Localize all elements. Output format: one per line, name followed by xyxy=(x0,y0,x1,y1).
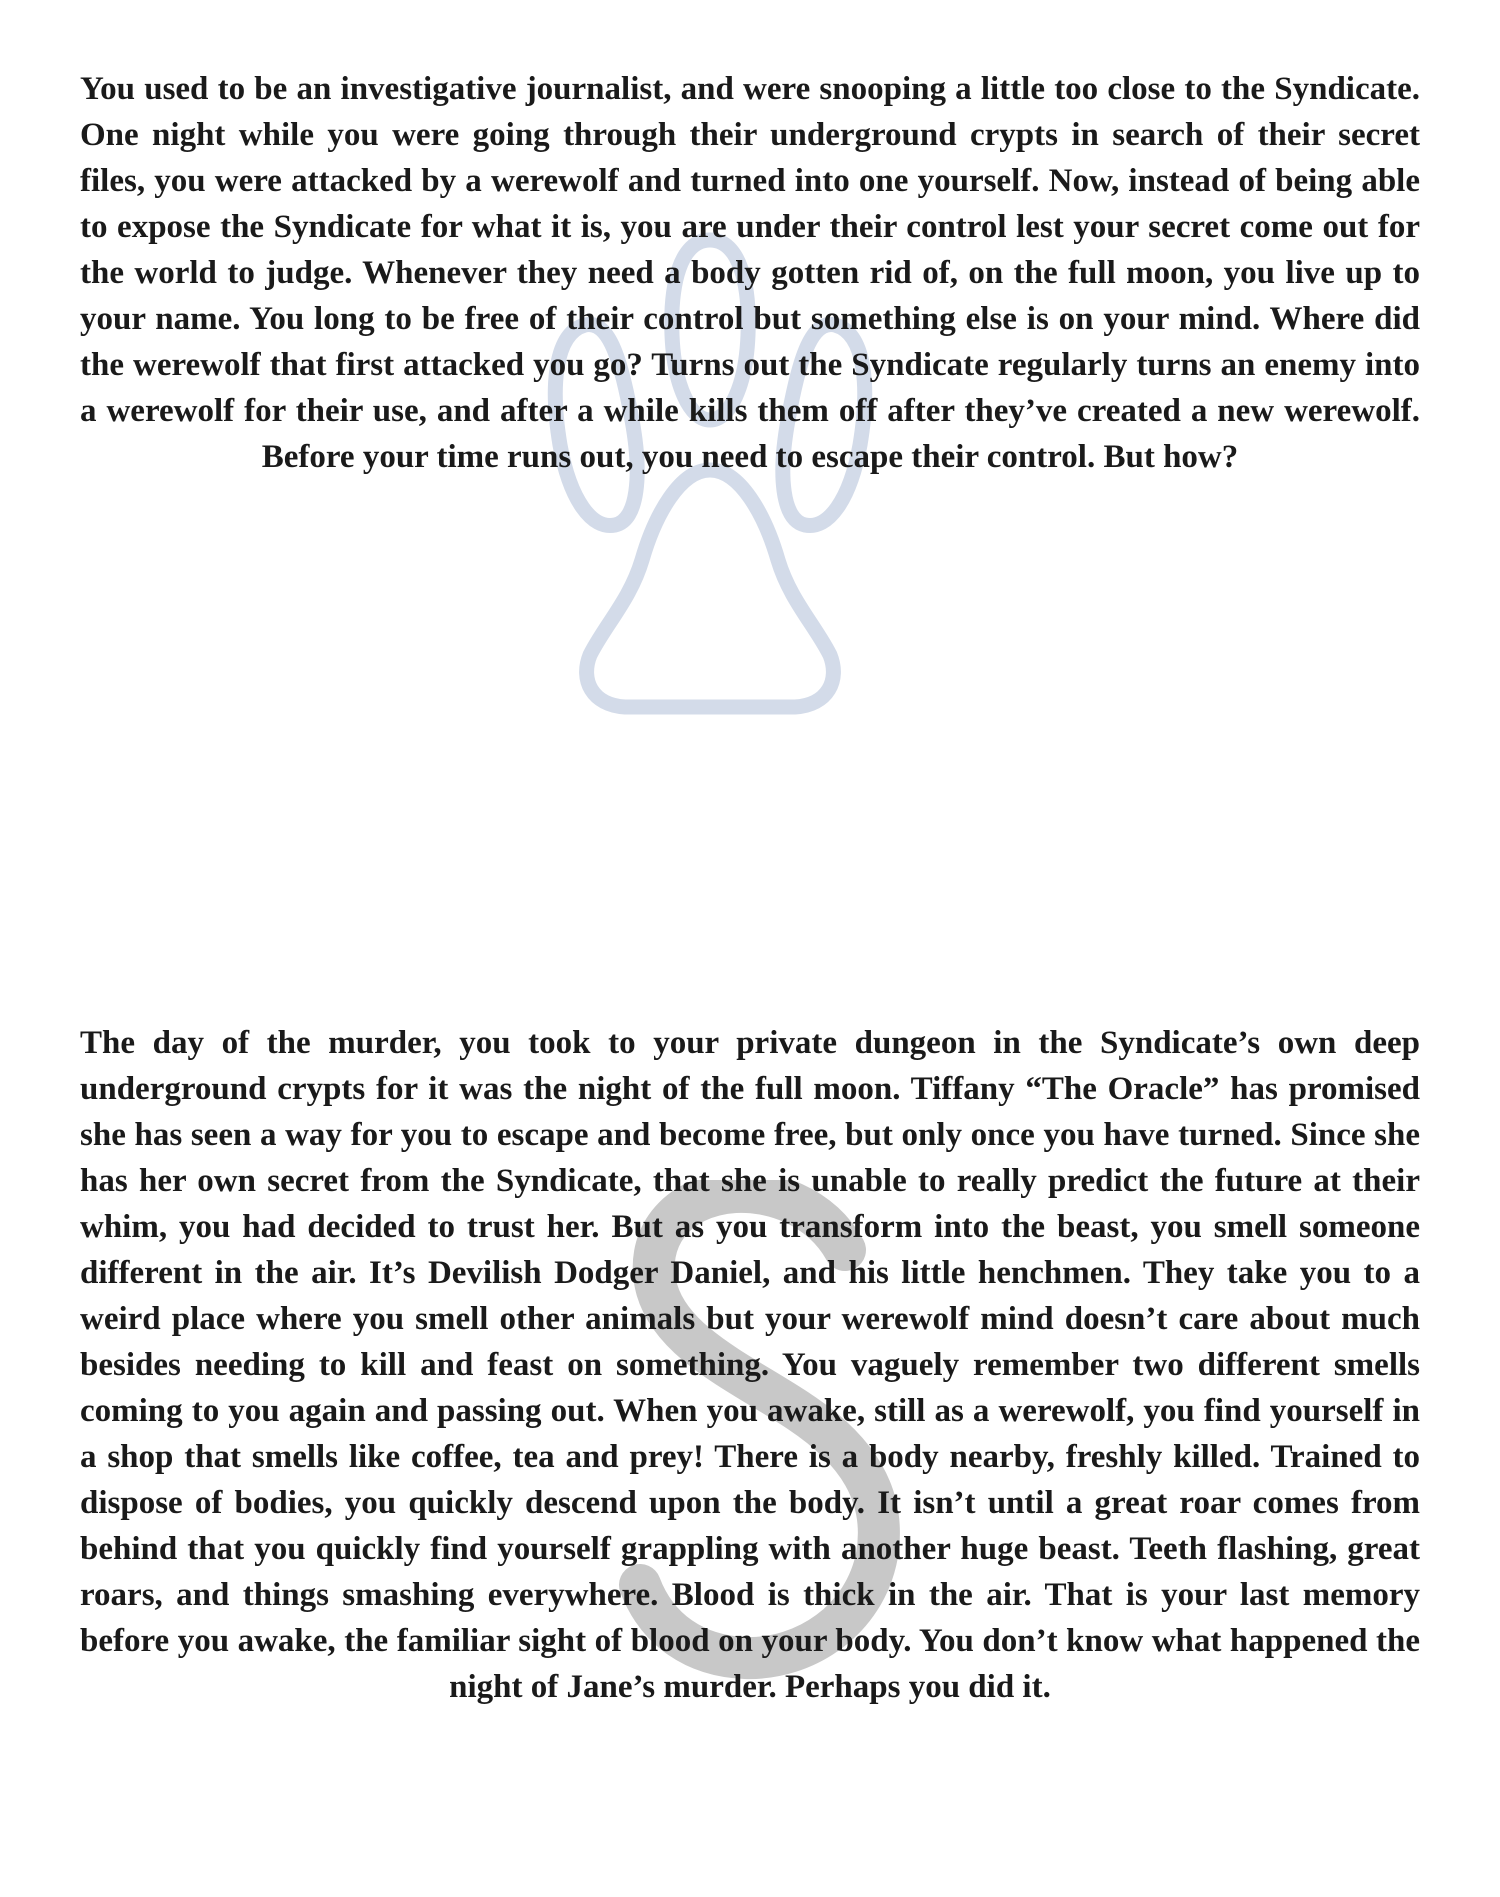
story-paragraph-1: You used to be an investigative journalist, and were snooping a little too close to the Syndicate. One night while you were going through their underground crypts in search of their secret files, you were attacked by a werewolf and turned into one yourself. Now, instead of being able to expose the Syndicate for what it is, you are under their control lest your secret come out for the world to judge. Whenever they need a body gotten rid of, on the full moon, you live up to your name. You long to be free of their control but something else is on your mind. Where did the werewolf that first attacked you go? Turns out the Syndicate regularly turns an enemy into a werewolf for their use, and after a while kills them off after they’ve created a new werewolf. Before your time runs out, you need to escape their control. But how? xyxy=(80,71,1420,475)
paw-pad xyxy=(587,470,834,707)
story-paragraph-2: The day of the murder, you took to your private dungeon in the Syndicate’s own deep underground crypts for it was the night of the full moon. Tiffany “The Oracle” has promised she has seen a way for you to escape and become free, but only once you have turned. Since she has her own secret from the Syndicate, that she is unable to really predict the future at their whim, you had decided to trust her. But as you transform into the beast, you smell someone different in the air. It’s Devilish Dodger Daniel, and his little henchmen. They take you to a weird place where you smell other animals but your werewolf mind doesn’t care about much besides needing to kill and feast on something. You vaguely remember two different smells coming to you again and passing out. When you awake, still as a werewolf, you find yourself in a shop that smells like coffee, tea and prey! There is a body nearby, freshly killed. Trained to dispose of bodies, you quickly descend upon the body. It isn’t until a great roar comes from behind that you quickly find yourself grappling with another huge beast. Teeth flashing, great roars, and things smashing everywhere. Blood is thick in the air. That is your last memory before you awake, the familiar sight of blood on your body. You don’t know what happened the night of Jane’s murder. Perhaps you did it. xyxy=(80,1025,1420,1705)
